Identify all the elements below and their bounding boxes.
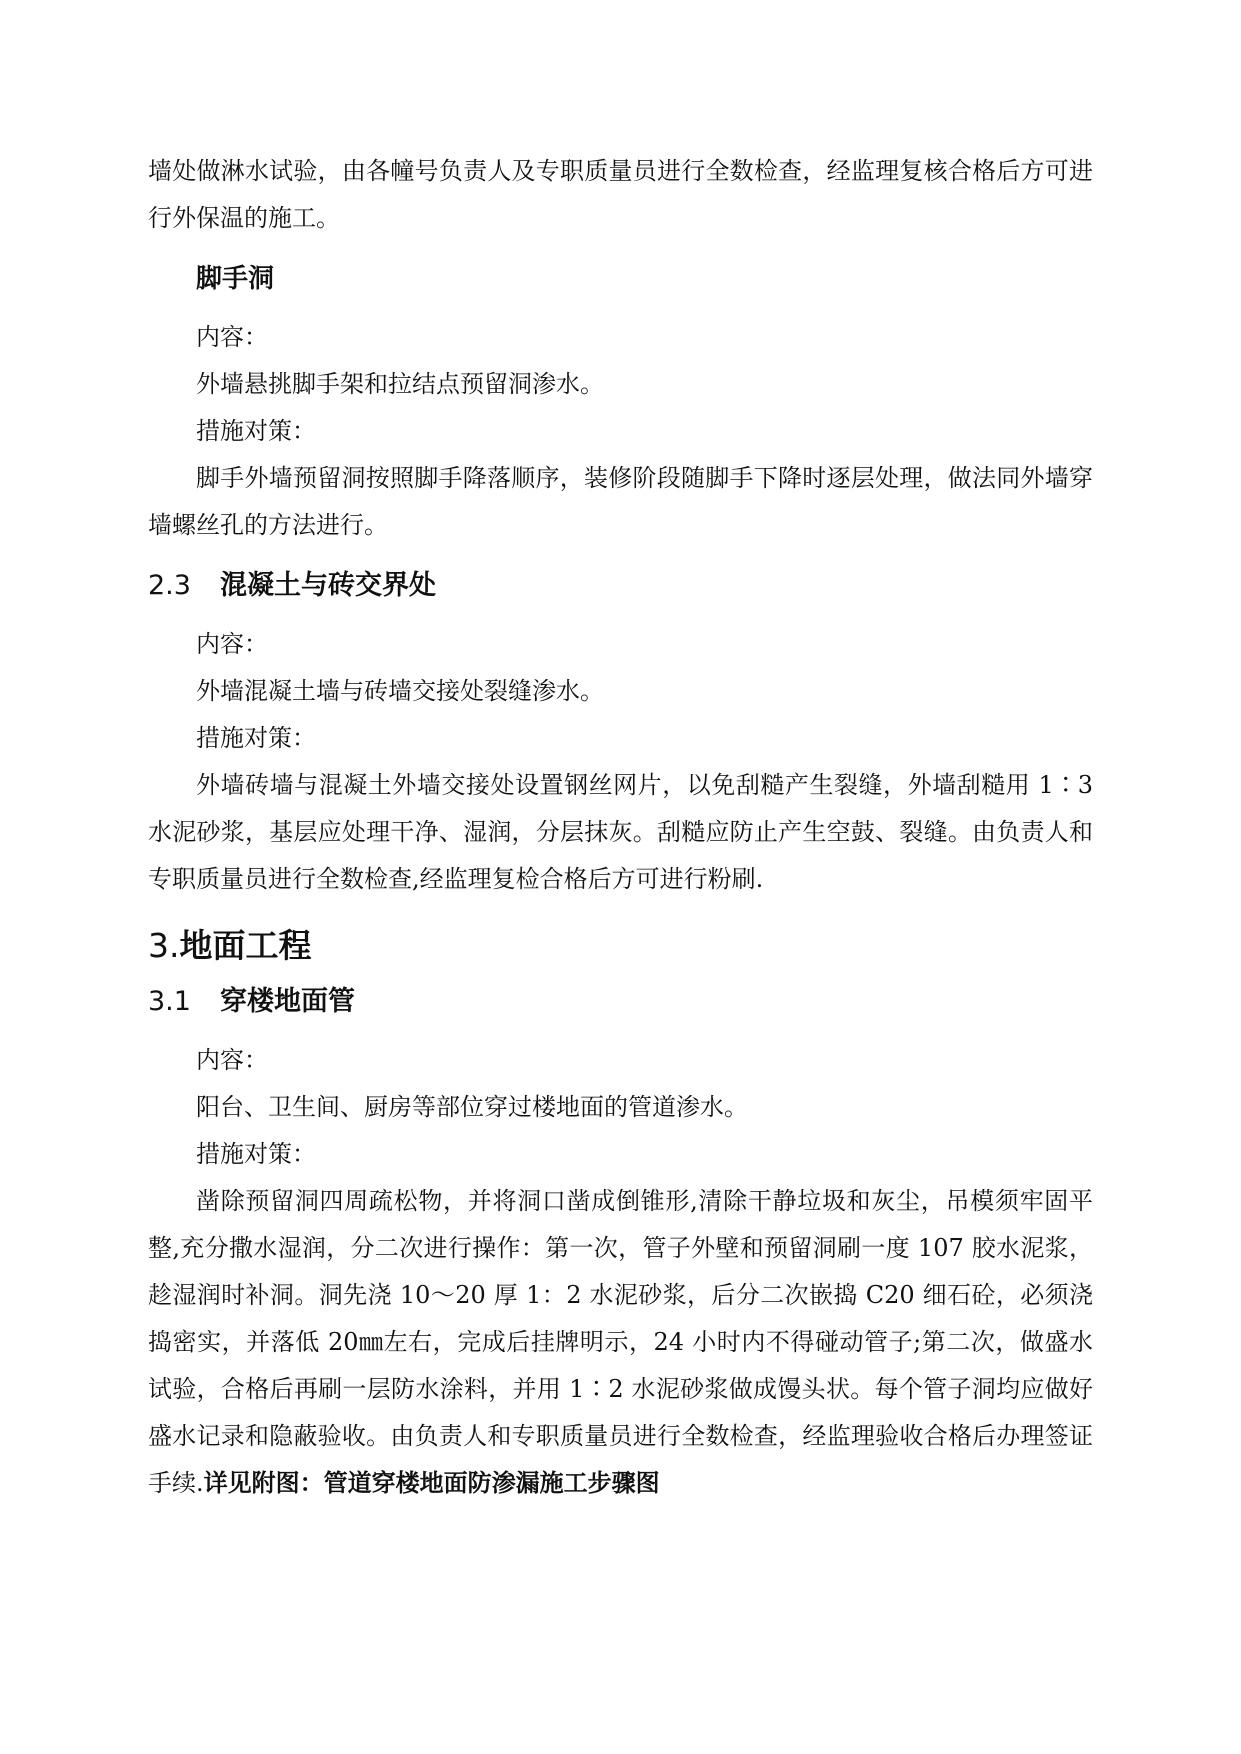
section-3-1-content-text: 阳台、卫生间、厨房等部位穿过楼地面的管道渗水。 <box>196 1093 748 1121</box>
section-3-1-number: 3.1 <box>148 986 191 1017</box>
section-3-1-measures-label: 措施对策： <box>196 1140 316 1168</box>
scaffold-content-text: 外墙悬挑脚手架和拉结点预留洞渗水。 <box>196 370 604 398</box>
intro-paragraph: 墙处做淋水试验，由各幢号负责人及专职质量员进行全数检查，经监理复核合格后方可进行外保温的施工。 <box>148 157 1093 232</box>
section-3-heading <box>148 927 1093 965</box>
section-3-1-content-label: 内容： <box>196 1046 268 1074</box>
section-3-1-title: 穿楼地面管 <box>220 986 355 1017</box>
section-2-3-heading <box>148 571 1093 601</box>
scaffold-heading: 脚手洞 <box>196 264 275 294</box>
section-3-1-heading <box>148 987 1093 1017</box>
section-2-3-measures-label: 措施对策： <box>196 724 316 752</box>
section-3-title: 地面工程 <box>179 926 312 965</box>
section-3-1-measures-text: 凿除预留洞四周疏松物，并将洞口凿成倒锥形,清除干静垃圾和灰尘，吊模须牢固平整,充分撒水湿润，分二次进行操作：第一次，管子外壁和预留洞刷一度 107 胶水泥浆，趁湿润时补洞。洞先浇 10～20 厚 1：2 水泥砂浆，后分二次嵌捣 C20 细石砼，必须浇捣密实，并落低 20㎜左右，完成后挂牌明示，24 小时内不得碰动管子;第二次，做盛水试验，合格后再刷一层防水涂料，并用 1∶2 水泥砂浆做成馒头状。每个管子洞均应做好盛水记录和隐蔽验收。由负责人和专职质量员进行全数检查，经监理验收合格后办理签证手续. <box>148 1187 1093 1497</box>
section-3-1-measures-paragraph <box>148 1178 1093 1507</box>
scaffold-measures-label: 措施对策： <box>196 417 316 445</box>
section-2-3-content-text: 外墙混凝土墙与砖墙交接处裂缝渗水。 <box>196 677 604 705</box>
section-2-3-number: 2.3 <box>148 570 191 601</box>
section-3-number: 3. <box>148 926 180 965</box>
scaffold-measures-text: 脚手外墙预留洞按照脚手降落顺序，装修阶段随脚手下降时逐层处理，做法同外墙穿墙螺丝孔的方法进行。 <box>148 464 1093 539</box>
scaffold-content-label: 内容： <box>196 323 268 351</box>
section-2-3-content-label: 内容： <box>196 630 268 658</box>
section-2-3-measures-text: 外墙砖墙与混凝土外墙交接处设置钢丝网片，以免刮糙产生裂缝，外墙刮糙用 1∶3 水泥砂浆，基层应处理干净、湿润，分层抹灰。刮糙应防止产生空鼓、裂缝。由负责人和专职质量员进行全数检查,经监理复检合格后方可进行粉刷. <box>148 771 1093 893</box>
section-2-3-title: 混凝土与砖交界处 <box>220 570 436 601</box>
figure-reference: 详见附图：管道穿楼地面防渗漏施工步骤图 <box>203 1469 660 1497</box>
